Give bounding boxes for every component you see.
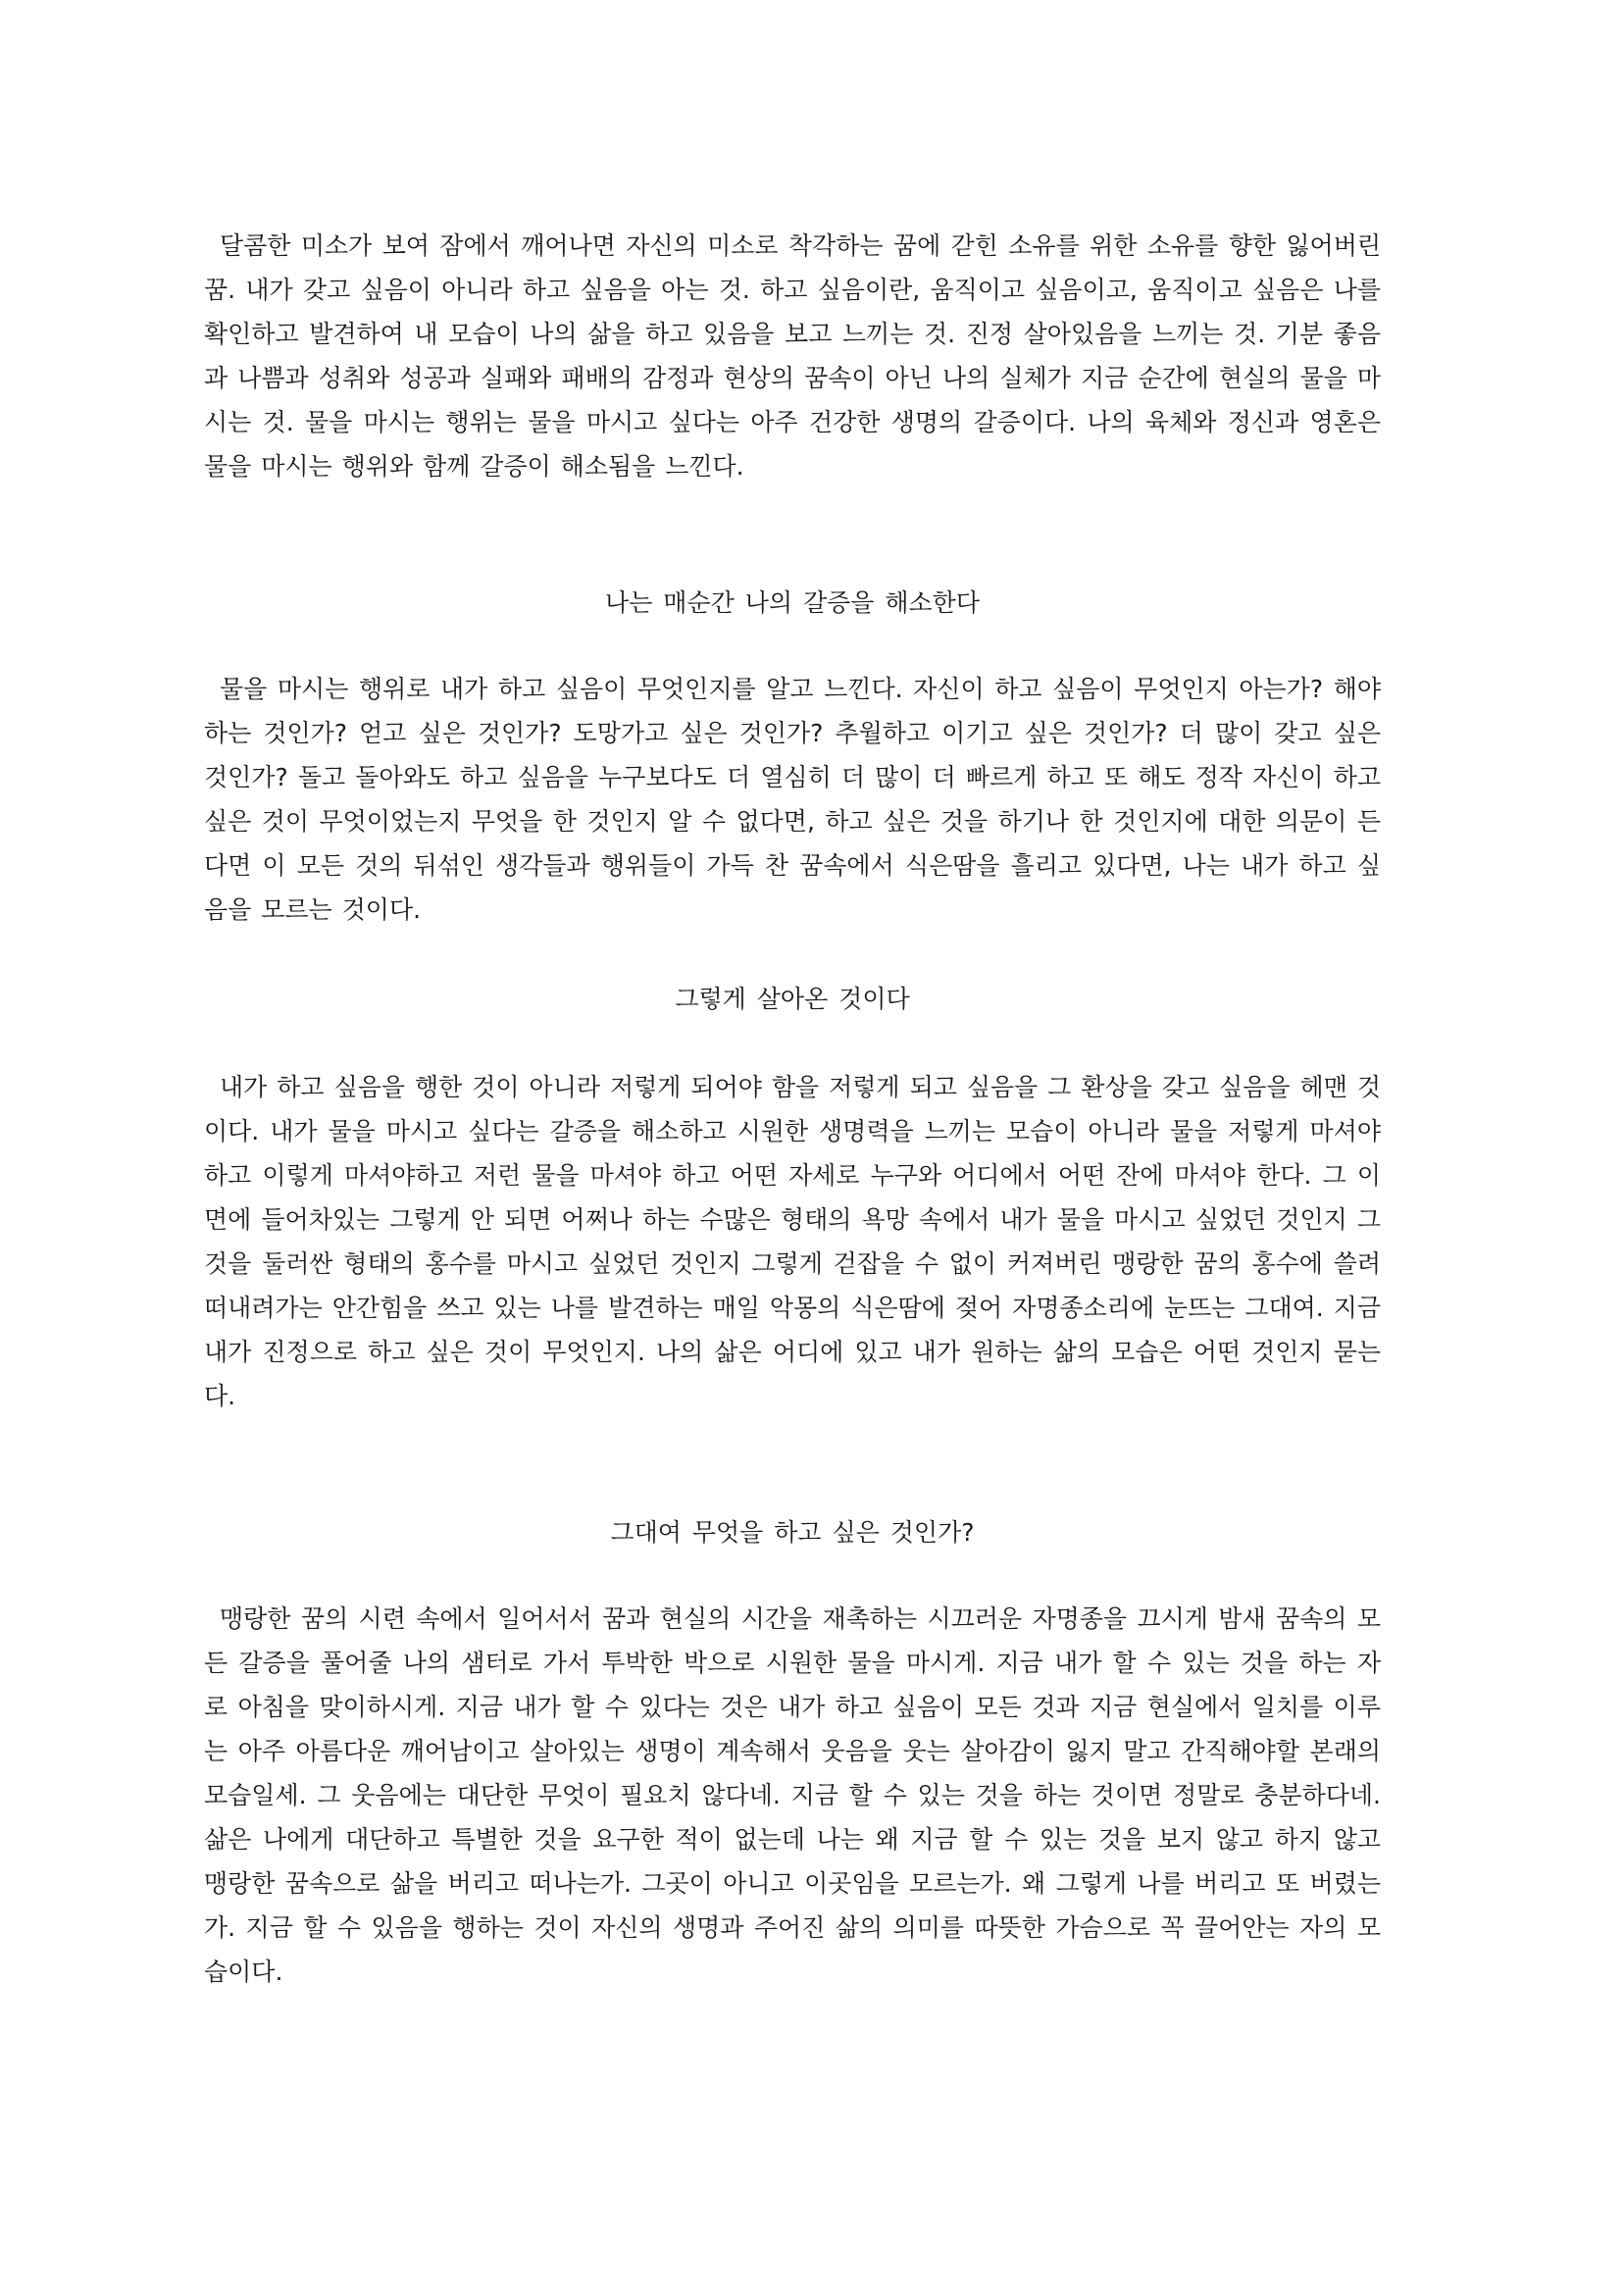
paragraph-4: 맹랑한 꿈의 시련 속에서 일어서서 꿈과 현실의 시간을 재촉하는 시끄러운 자명종을 끄시게 밤새 꿈속의 모든 갈증을 풀어줄 나의 샘터로 가서 투박한 박으로 시원한 물을 마시게. 지금 내가 할 수 있는 것을 하는 자로 아침을 맞이하시게. 지금 내가 할 수 있다는 것은 내가 하고 싶음이 모든 것과 지금 현실에서 일치를 이루는 아주 아름다운 깨어남이고 살아있는 생명이 계속해서 웃음을 웃는 살아감이 잃지 말고 간직해야할 본래의 모습일세. 그 웃음에는 대단한 무엇이 필요치 않다네. 지금 할 수 있는 것을 하는 것이면 정말로 충분하다네. 삶은 나에게 대단하고 특별한 것을 요구한 적이 없는데 나는 왜 지금 할 수 있는 것을 보지 않고 하지 않고 맹랑한 꿈속으로 삶을 버리고 떠나는가. 그곳이 아니고 이곳임을 모르는가. 왜 그렇게 나를 버리고 또 버렸는가. 지금 할 수 있음을 행하는 것이 자신의 생명과 주어진 삶의 의미를 따뜻한 가슴으로 꼭 끌어안는 자의 모습이다. [204,1604,1381,1986]
paragraph-3: 내가 하고 싶음을 행한 것이 아니라 저렇게 되어야 함을 저렇게 되고 싶음을 그 환상을 갖고 싶음을 헤맨 것이다. 내가 물을 마시고 싶다는 갈증을 해소하고 시원한 생명력을 느끼는 모습이 아니라 물을 저렇게 마셔야하고 이렇게 마셔야하고 저런 물을 마셔야 하고 어떤 자세로 누구와 어디에서 어떤 잔에 마셔야 한다. 그 이면에 들어차있는 그렇게 안 되면 어쩌나 하는 수많은 형태의 욕망 속에서 내가 물을 마시고 싶었던 것인지 그것을 둘러싼 형태의 홍수를 마시고 싶었던 것인지 그렇게 걷잡을 수 없이 커져버린 맹랑한 꿈의 홍수에 쓸려 떠내려가는 안간힘을 쓰고 있는 나를 발견하는 매일 악몽의 식은땀에 젖어 자명종소리에 눈뜨는 그대여. 지금 내가 진정으로 하고 싶은 것이 무엇인지. 나의 삶은 어디에 있고 내가 원하는 삶의 모습은 어떤 것인지 묻는다. [204,1073,1381,1410]
paragraph-1: 달콤한 미소가 보여 잠에서 깨어나면 자신의 미소로 착각하는 꿈에 갇힌 소유를 위한 소유를 향한 잃어버린 꿈. 내가 갖고 싶음이 아니라 하고 싶음을 아는 것. 하고 싶음이란, 움직이고 싶음이고, 움직이고 싶음은 나를 확인하고 발견하여 내 모습이 나의 삶을 하고 있음을 보고 느끼는 것. 진정 살아있음을 느끼는 것. 기분 좋음과 나쁨과 성취와 성공과 실패와 패배의 감정과 현상의 꿈속이 아닌 나의 실체가 지금 순간에 현실의 물을 마시는 것. 물을 마시는 행위는 물을 마시고 싶다는 아주 건강한 생명의 갈증이다. 나의 육체와 정신과 영혼은 물을 마시는 행위와 함께 갈증이 해소됨을 느낀다. [204,231,1381,481]
section-heading-2: 그렇게 살아온 것이다 [675,985,910,1013]
section-heading-3: 그대여 무엇을 하고 싶은 것인가? [610,1518,975,1547]
section-heading-1: 나는 매순간 나의 갈증을 해소한다 [605,588,980,617]
paragraph-2: 물을 마시는 행위로 내가 하고 싶음이 무엇인지를 알고 느낀다. 자신이 하고 싶음이 무엇인지 아는가? 해야 하는 것인가? 얻고 싶은 것인가? 도망가고 싶은 것인가? 추월하고 이기고 싶은 것인가? 더 많이 갖고 싶은 것인가? 돌고 돌아와도 하고 싶음을 누구보다도 더 열심히 더 많이 더 빠르게 하고 또 해도 정작 자신이 하고 싶은 것이 무엇이었는지 무엇을 한 것인지 알 수 없다면, 하고 싶은 것을 하기나 한 것인지에 대한 의문이 든다면 이 모든 것의 뒤섞인 생각들과 행위들이 가득 찬 꿈속에서 식은땀을 흘리고 있다면, 나는 내가 하고 싶음을 모르는 것이다. [204,675,1381,924]
